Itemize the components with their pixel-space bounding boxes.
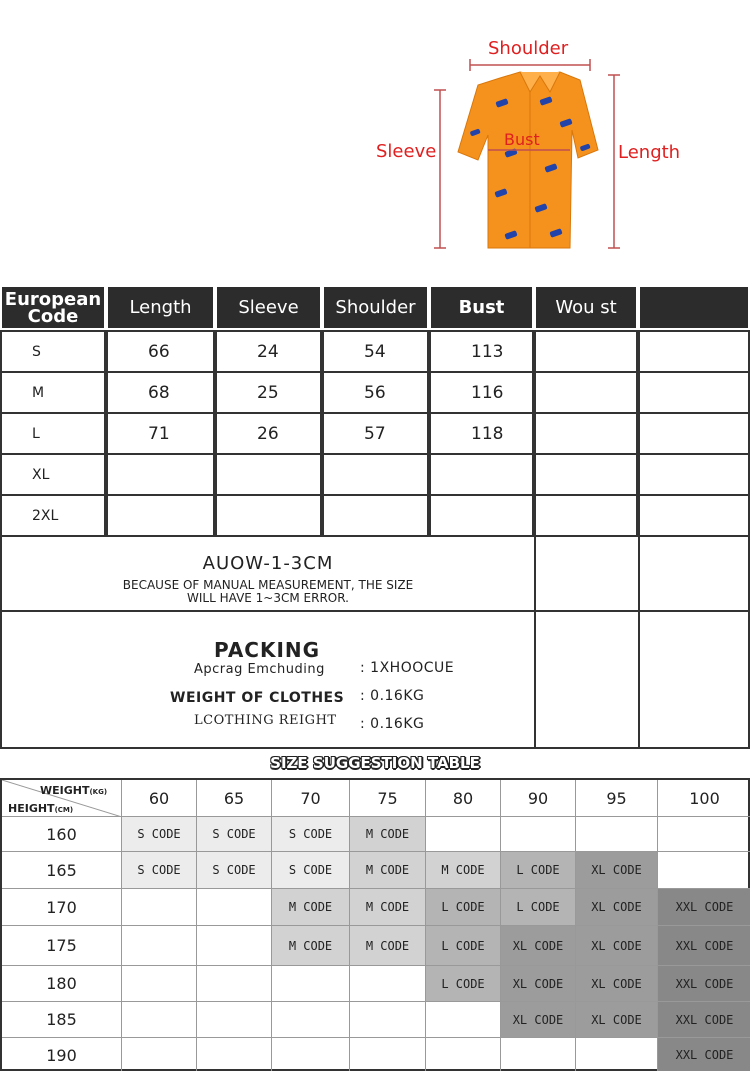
header-cell: Wou st — [534, 285, 638, 330]
packing-value: : 0.16KG — [360, 688, 425, 704]
header-cell — [638, 285, 750, 330]
height-header — [8, 802, 73, 815]
bust-label: Bust — [504, 130, 540, 149]
empty-cell — [534, 453, 638, 496]
size-code-cell: M CODE — [350, 926, 426, 966]
weight-column-header: 90 — [501, 780, 576, 817]
height-row-header: 180 — [2, 966, 122, 1002]
height-row-header: 190 — [2, 1038, 122, 1071]
sleeve-value — [215, 494, 322, 537]
empty-cell — [638, 330, 750, 373]
weight-column-header: 100 — [658, 780, 750, 817]
empty-cell — [534, 535, 640, 612]
empty-cell — [122, 926, 197, 966]
size-code-cell: S CODE — [272, 852, 350, 889]
size-code-cell: M CODE — [272, 889, 350, 926]
size-row — [0, 453, 750, 496]
shoulder-value: 57 — [322, 412, 429, 455]
empty-cell — [426, 1038, 501, 1071]
size-code-cell: XXL CODE — [658, 1002, 750, 1038]
weight-column-header: 95 — [576, 780, 658, 817]
empty-cell — [638, 453, 750, 496]
size-code-cell: S CODE — [197, 817, 272, 852]
empty-cell — [350, 966, 426, 1002]
size-code-cell: XL CODE — [576, 966, 658, 1002]
shoulder-value — [322, 494, 429, 537]
sleeve-label: Sleeve — [376, 141, 437, 162]
size-suggestion-table — [0, 778, 750, 1071]
empty-cell — [272, 1002, 350, 1038]
packing-value: : 1XHOOCUE — [360, 660, 455, 676]
header-line: European — [4, 288, 102, 310]
size-label: L — [0, 412, 106, 455]
size-code-cell: XL CODE — [501, 966, 576, 1002]
height-unit: (CM) — [54, 806, 74, 814]
size-code-cell: XL CODE — [576, 926, 658, 966]
bust-value — [429, 494, 534, 537]
sleeve-value: 24 — [215, 330, 322, 373]
shoulder-label: Shoulder — [488, 38, 569, 59]
empty-cell — [638, 371, 750, 414]
packing-label: LCOTHING REIGHT — [194, 713, 337, 728]
header-cell: Bust — [429, 285, 534, 330]
empty-cell — [122, 889, 197, 926]
size-code-cell: XXL CODE — [658, 966, 750, 1002]
measurement-diagram — [0, 0, 750, 270]
size-label: M — [0, 371, 106, 414]
sleeve-value — [215, 453, 322, 496]
size-code-cell: XL CODE — [501, 1002, 576, 1038]
empty-cell — [576, 1038, 658, 1071]
length-value: 71 — [106, 412, 215, 455]
size-code-cell: L CODE — [501, 852, 576, 889]
length-value: 66 — [106, 330, 215, 373]
size-row — [0, 371, 750, 414]
bust-value: 113 — [429, 330, 534, 373]
bust-value: 116 — [429, 371, 534, 414]
header-cell: Sleeve — [215, 285, 322, 330]
length-value: 68 — [106, 371, 215, 414]
size-code-cell: XXL CODE — [658, 1038, 750, 1071]
size-code-cell: S CODE — [197, 852, 272, 889]
table-corner — [2, 780, 122, 817]
weight-column-header: 80 — [426, 780, 501, 817]
empty-cell — [272, 966, 350, 1002]
measurement-error-note — [0, 535, 536, 612]
size-code-cell: S CODE — [272, 817, 350, 852]
height-row-header: 170 — [2, 889, 122, 926]
size-row — [0, 330, 750, 373]
height-row-header: 175 — [2, 926, 122, 966]
empty-cell — [534, 494, 638, 537]
length-label: Length — [618, 142, 681, 163]
header-european-code — [0, 285, 106, 330]
empty-cell — [350, 1002, 426, 1038]
size-label: XL — [0, 453, 106, 496]
header-cell: Length — [106, 285, 215, 330]
packing-label: Apcrag Emchuding — [194, 662, 325, 677]
size-code-cell: XL CODE — [576, 1002, 658, 1038]
empty-cell — [122, 966, 197, 1002]
shirt-illustration — [0, 0, 750, 270]
size-table-header — [0, 285, 750, 330]
size-code-cell: XL CODE — [501, 926, 576, 966]
empty-cell — [638, 535, 750, 612]
empty-cell — [197, 966, 272, 1002]
size-row — [0, 412, 750, 455]
size-code-cell: S CODE — [122, 852, 197, 889]
length-value — [106, 494, 215, 537]
error-text — [2, 579, 534, 605]
sleeve-value: 26 — [215, 412, 322, 455]
height-row-header: 160 — [2, 817, 122, 852]
packing-value: : 0.16KG — [360, 716, 425, 732]
empty-cell — [197, 1002, 272, 1038]
length-value — [106, 453, 215, 496]
size-code-cell: M CODE — [350, 852, 426, 889]
header-cell: Shoulder — [322, 285, 429, 330]
empty-cell — [658, 852, 750, 889]
empty-cell — [426, 817, 501, 852]
bust-value — [429, 453, 534, 496]
empty-cell — [576, 817, 658, 852]
size-row — [0, 494, 750, 537]
shoulder-value: 56 — [322, 371, 429, 414]
size-label: S — [0, 330, 106, 373]
height-row-header: 165 — [2, 852, 122, 889]
weight-unit: (KG) — [89, 788, 108, 796]
suggestion-title: SIZE SUGGESTION TABLE — [270, 754, 480, 772]
sleeve-value: 25 — [215, 371, 322, 414]
packing-title: PACKING — [214, 638, 321, 662]
empty-cell — [350, 1038, 426, 1071]
empty-cell — [197, 889, 272, 926]
size-code-cell: M CODE — [272, 926, 350, 966]
size-code-cell: M CODE — [426, 852, 501, 889]
size-code-cell: XL CODE — [576, 852, 658, 889]
shoulder-value: 54 — [322, 330, 429, 373]
size-code-cell: S CODE — [122, 817, 197, 852]
empty-cell — [534, 330, 638, 373]
error-text-line-1: BECAUSE OF MANUAL MEASUREMENT, THE SIZE — [122, 578, 414, 592]
error-title: AUOW-1-3CM — [202, 553, 334, 574]
size-code-cell: L CODE — [426, 966, 501, 1002]
empty-cell — [122, 1002, 197, 1038]
size-code-cell: XL CODE — [576, 889, 658, 926]
shoulder-value — [322, 453, 429, 496]
empty-cell — [638, 412, 750, 455]
empty-cell — [197, 926, 272, 966]
empty-cell — [426, 1002, 501, 1038]
empty-cell — [638, 610, 750, 749]
weight-header — [40, 784, 107, 797]
size-code-cell: L CODE — [426, 926, 501, 966]
height-row-header: 185 — [2, 1002, 122, 1038]
weight-column-header: 60 — [122, 780, 197, 817]
empty-cell — [272, 1038, 350, 1071]
size-code-cell: M CODE — [350, 817, 426, 852]
weight-column-header: 75 — [350, 780, 426, 817]
height-label: HEIGHT — [8, 802, 55, 815]
packing-label: WEIGHT OF CLOTHES — [170, 690, 345, 706]
weight-label: WEIGHT — [40, 784, 90, 797]
bust-value: 118 — [429, 412, 534, 455]
empty-cell — [638, 494, 750, 537]
empty-cell — [534, 412, 638, 455]
empty-cell — [658, 817, 750, 852]
weight-column-header: 65 — [197, 780, 272, 817]
weight-column-header: 70 — [272, 780, 350, 817]
size-code-cell: XXL CODE — [658, 926, 750, 966]
size-code-cell: L CODE — [501, 889, 576, 926]
size-code-cell: XXL CODE — [658, 889, 750, 926]
empty-cell — [122, 1038, 197, 1071]
header-line: Code — [27, 305, 79, 327]
size-code-cell: L CODE — [426, 889, 501, 926]
empty-cell — [534, 371, 638, 414]
empty-cell — [534, 610, 640, 749]
error-text-line-2: WILL HAVE 1~3CM ERROR. — [187, 591, 349, 605]
empty-cell — [501, 1038, 576, 1071]
empty-cell — [501, 817, 576, 852]
empty-cell — [197, 1038, 272, 1071]
packing-info — [0, 610, 536, 749]
size-label: 2XL — [0, 494, 106, 537]
size-code-cell: M CODE — [350, 889, 426, 926]
